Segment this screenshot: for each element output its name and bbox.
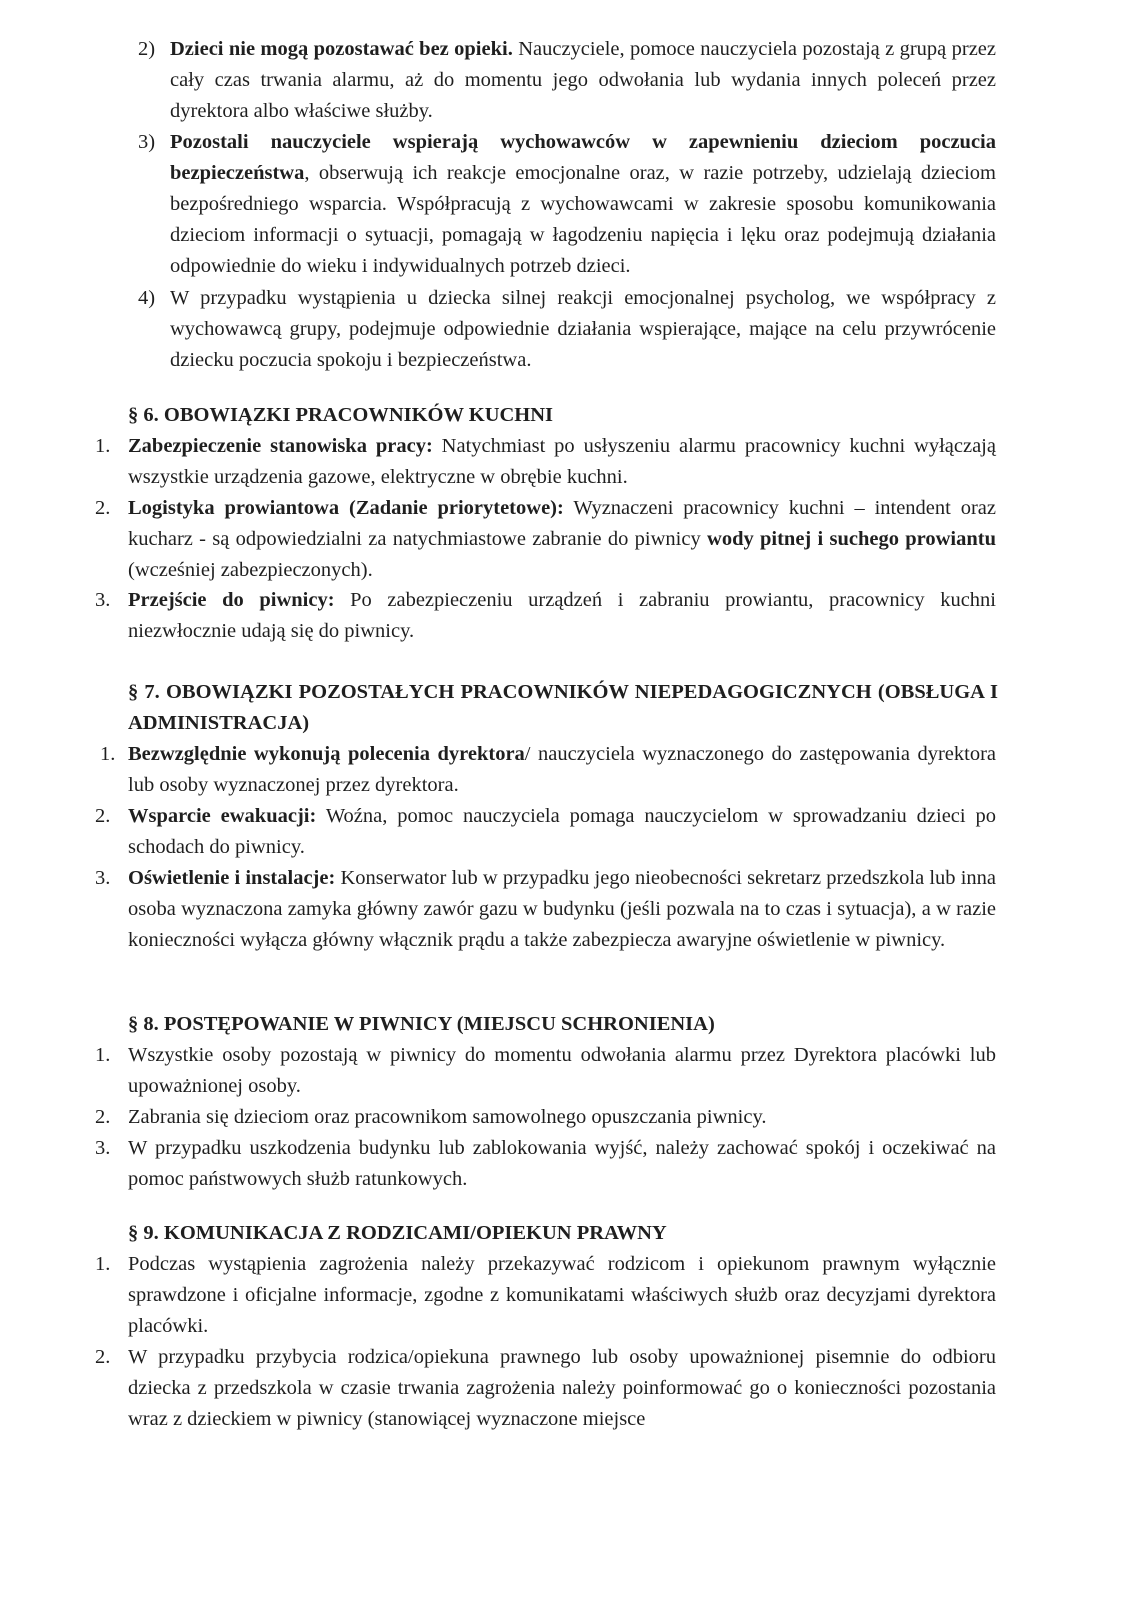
list-item xyxy=(170,283,996,376)
list-item xyxy=(170,127,996,282)
list-item: Podczas wystąpienia zagrożenia należy przekazywać rodzicom i opiekunom prawnym wyłącznie sprawdzone i oficjalne informacje, zgodne z komunikatami właściwych służb oraz decyzjami dyrektora placówki. xyxy=(128,1253,996,1337)
list-item: Zabrania się dzieciom oraz pracownikom samowolnego opuszczania piwnicy. xyxy=(128,1106,767,1128)
list-item-bold-2: wody pitnej i suchego prowiantu xyxy=(707,528,997,550)
list-item-bold: Logistyka prowiantowa (Zadanie priorytetowe): xyxy=(128,497,564,519)
list-item-bold: Pozostali nauczyciele wspierają wychowawców w zapewnieniu dzieciom poczucia bezpieczeństwa xyxy=(170,131,996,184)
list-item-text: Natychmiast po usłyszeniu alarmu pracownicy kuchni wyłączają wszystkie urządzenia gazowe, elektryczne w obrębie kuchni. xyxy=(128,435,996,488)
list-number: 2) xyxy=(138,38,156,60)
list-item xyxy=(128,863,996,956)
list-item-bold: Przejście do piwnicy: xyxy=(128,589,335,611)
list-number: 1. xyxy=(95,1253,111,1275)
list-item-text: Po zabezpieczeniu urządzeń i zabraniu prowiantu, pracownicy kuchni niezwłocznie udają się do piwnicy. xyxy=(128,589,997,642)
list-item xyxy=(170,34,996,127)
section-8-heading: § 8. POSTĘPOWANIE W PIWNICY (MIEJSCU SCHRONIENIA) xyxy=(128,1013,715,1035)
list-item-bold: Wsparcie ewakuacji: xyxy=(128,805,317,827)
list-item: W przypadku przybycia rodzica/opiekuna prawnego lub osoby upoważnionej pisemnie do odbioru dziecka z przedszkola w czasie trwania zagrożenia należy poinformować go o konieczności pozostania wraz z dzieckiem w piwnicy (stanowiącej wyznaczone miejsce xyxy=(128,1346,996,1430)
list-item: Wszystkie osoby pozostają w piwnicy do momentu odwołania alarmu przez Dyrektora placówki lub upoważnionej osoby. xyxy=(128,1044,996,1097)
list-item-text: / nauczyciela wyznaczonego do zastępowania dyrektora lub osoby wyznaczonej przez dyrektora. xyxy=(128,743,996,796)
list-number: 3. xyxy=(95,1137,111,1159)
list-item: W przypadku uszkodzenia budynku lub zablokowania wyjść, należy zachować spokój i oczekiwać na pomoc państwowych służb ratunkowych. xyxy=(128,1137,996,1190)
list-item-text-2: (wcześniej zabezpieczonych). xyxy=(128,559,373,581)
section-6-heading: § 6. OBOWIĄZKI PRACOWNIKÓW KUCHNI xyxy=(128,404,554,426)
list-item-text: Woźna, pomoc nauczyciela pomaga nauczycielom w sprowadzaniu dzieci po schodach do piwnicy. xyxy=(128,805,996,858)
list-number: 2. xyxy=(95,1106,111,1128)
section-9-heading: § 9. KOMUNIKACJA Z RODZICAMI/OPIEKUN PRAWNY xyxy=(128,1222,667,1244)
list-item-text: Konserwator lub w przypadku jego nieobecności sekretarz przedszkola lub inna osoba wyznaczona zamyka główny zawór gazu w budynku (jeśli pozwala na to czas i sytuacja), a w razie konieczności wyłącza główny włącznik prądu a także zabezpiecza awaryjne oświetlenie w piwnicy. xyxy=(128,867,997,951)
list-number: 2. xyxy=(95,1346,111,1368)
list-item-text: Wyznaczeni pracownicy kuchni – intendent oraz kucharz - są odpowiedzialni za natychmiastowe zabranie do piwnicy xyxy=(128,497,997,550)
list-number: 3) xyxy=(138,131,156,153)
list-number: 1. xyxy=(95,1044,111,1066)
list-item-text: Nauczyciele, pomoce nauczyciela pozostają z grupą przez cały czas trwania alarmu, aż do momentu jego odwołania lub wydania innych poleceń przez dyrektora albo właściwe służby. xyxy=(170,38,996,122)
list-number: 1. xyxy=(100,743,116,765)
list-number: 1. xyxy=(95,435,111,457)
list-item xyxy=(128,431,996,493)
list-item-bold: Bezwzględnie wykonują polecenia dyrektora xyxy=(128,743,525,765)
list-item-text: , obserwują ich reakcje emocjonalne oraz, w razie potrzeby, udzielają dzieciom bezpośredniego wsparcia. Współpracują z wychowawcami w zakresie sposobu komunikowania dzieciom informacji o sytuacji, pomagają w łagodzeniu napięcia i lęku oraz podejmują działania odpowiednie do wieku i indywidualnych potrzeb dzieci. xyxy=(170,162,996,277)
list-item xyxy=(128,585,996,647)
list-item-bold: Oświetlenie i instalacje: xyxy=(128,867,336,889)
list-item-bold: Dzieci nie mogą pozostawać bez opieki. xyxy=(170,38,513,60)
list-item xyxy=(128,739,996,801)
list-item xyxy=(128,493,996,586)
list-number: 4) xyxy=(138,287,156,309)
list-number: 2. xyxy=(95,497,111,519)
section-7-heading: § 7. OBOWIĄZKI POZOSTAŁYCH PRACOWNIKÓW NIEPEDAGOGICZNYCH (OBSŁUGA I ADMINISTRACJA) xyxy=(128,681,998,734)
list-item-text: W przypadku wystąpienia u dziecka silnej reakcji emocjonalnej psycholog, we współpracy z wychowawcą grupy, podejmuje odpowiednie działania wspierające, mające na celu przywrócenie dziecku poczucia spokoju i bezpieczeństwa. xyxy=(170,287,996,371)
list-item-bold: Zabezpieczenie stanowiska pracy: xyxy=(128,435,433,457)
list-number: 3. xyxy=(95,589,111,611)
list-number: 3. xyxy=(95,867,111,889)
list-item xyxy=(128,801,996,863)
list-number: 2. xyxy=(95,805,111,827)
